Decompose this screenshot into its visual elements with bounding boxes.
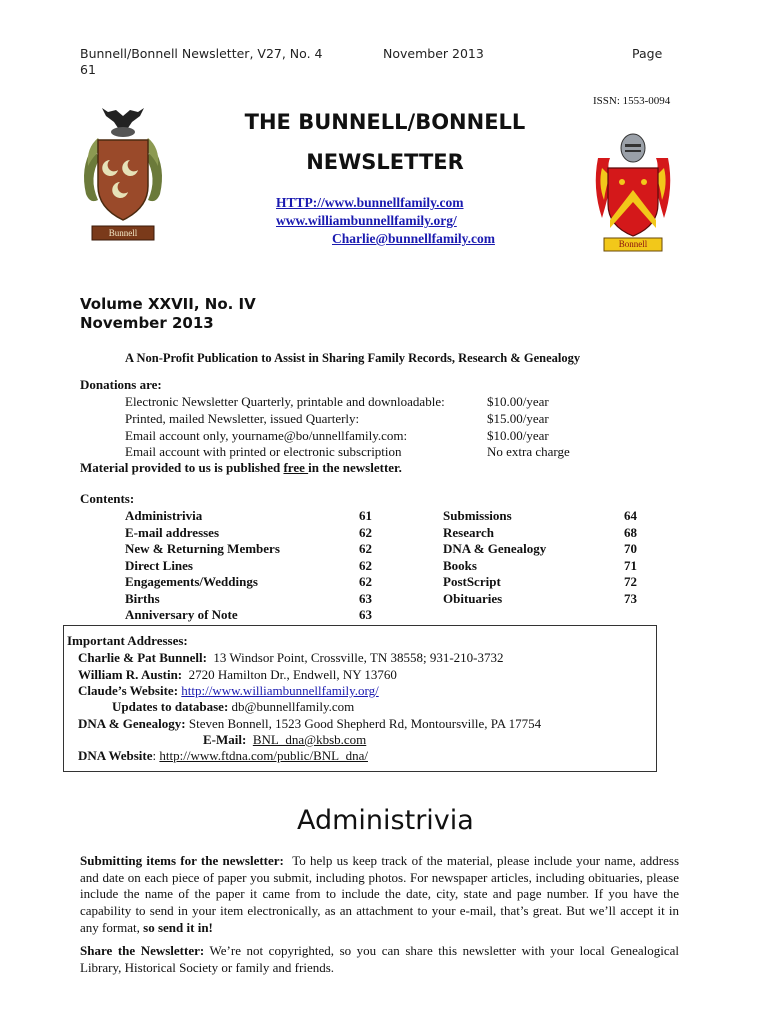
administrivia-heading: Administrivia [297, 805, 474, 836]
contents-entry[interactable]: PostScript [443, 574, 501, 589]
claude-website-link[interactable]: http://www.williambunnellfamily.org/ [181, 683, 379, 698]
bunnell-crest-image [78, 108, 168, 246]
contents-entry[interactable]: Obituaries [443, 590, 503, 606]
donation-label: Printed, mailed Newsletter, issued Quarterly: [125, 411, 360, 426]
contents-entry[interactable]: DNA & Genealogy [443, 541, 547, 556]
donation-price: $10.00/year [487, 428, 549, 443]
contents-entry[interactable]: New & Returning Members [125, 541, 280, 556]
address-dna-genealogy: DNA & Genealogy: Steven Bonnell, 1523 Good Shepherd Rd, Montoursville, PA 17754 [78, 716, 542, 731]
donation-price: $15.00/year [487, 411, 549, 426]
contents-entry[interactable]: E-mail addresses [125, 524, 220, 540]
donation-price: No extra charge [487, 444, 570, 459]
contents-right-pages [624, 508, 637, 607]
contents-page-number: 63 [359, 607, 372, 622]
submitting-items-paragraph: Submitting items for the newsletter: To help us keep track of the material, please include your name, address and date on each piece of paper you submit, including photos. For newspaper articles, including obituaries, please include the name of the paper it came from to include the date, city, state and page number. If you have the capability to send in your item electronically, as an attachment to your e-mail, that’s great. But we’ll accept it in any format, so send it in! [80, 853, 680, 935]
running-header-title: Bunnell/Bonnell Newsletter, V27, No. 4 [80, 46, 323, 61]
address-dna-email: E-Mail: BNL_dna@kbsb.com [203, 732, 367, 747]
contents-page-number: 62 [359, 557, 372, 573]
donation-price: $10.00/year [487, 394, 549, 409]
donation-label: Electronic Newsletter Quarterly, printable and downloadable: [125, 394, 445, 409]
newsletter-title-line2: NEWSLETTER [306, 150, 464, 174]
dna-email-link[interactable]: BNL_dna@kbsb.com [252, 732, 367, 747]
address-william: William R. Austin: 2720 Hamilton Dr., Endwell, NY 13760 [78, 667, 397, 682]
issn: ISSN: 1553-0094 [593, 95, 671, 107]
contents-entry[interactable]: Submissions [443, 508, 512, 523]
newsletter-title-line1: THE BUNNELL/BONNELL [244, 110, 526, 134]
donation-label: Email account with printed or electronic subscription [125, 444, 402, 459]
contents-page-number: 64 [624, 508, 637, 523]
volume-number: Volume XXVII, No. IV [80, 295, 256, 313]
bunnell-crest-label: Bunnell [108, 228, 138, 238]
charlie-email-link[interactable]: Charlie@bunnellfamily.com [332, 231, 495, 246]
contents-left-column [125, 508, 280, 624]
running-header-title-cont: 61 [80, 62, 96, 77]
contents-page-number: 62 [359, 574, 372, 589]
contents-entry[interactable]: Direct Lines [125, 557, 193, 573]
dna-website-link[interactable]: http://www.ftdna.com/public/BNL_dna/ [159, 748, 368, 763]
contents-page-number: 72 [624, 574, 637, 589]
address-updates: Updates to database: db@bunnellfamily.com [112, 699, 355, 714]
contents-page-number: 63 [359, 590, 372, 606]
material-free-note: Material provided to us is published free in the newsletter. [80, 460, 402, 475]
contents-left-pages [359, 508, 372, 624]
contents-page-number: 70 [624, 541, 637, 556]
contents-page-number: 71 [624, 557, 637, 573]
contents-entry[interactable]: Administrivia [125, 508, 203, 523]
bonnell-crest-label: Bonnell [618, 239, 648, 249]
contents-page-number: 62 [359, 541, 372, 556]
donation-label: Email account only, yourname@bo/unnellfamily.com: [125, 428, 408, 443]
contents-entry[interactable]: Books [443, 557, 477, 573]
contents-entry[interactable]: Births [125, 590, 160, 606]
address-charlie: Charlie & Pat Bunnell: 13 Windsor Point, Crossville, TN 38558; 931-210-3732 [78, 650, 504, 665]
volume-date: November 2013 [80, 314, 214, 332]
share-newsletter-paragraph: Share the Newsletter: We’re not copyrighted, so you can share this newsletter with your local Genealogical Library, Historical Society or family and friends. [80, 943, 680, 975]
contents-entry[interactable]: Anniversary of Note [125, 607, 238, 622]
contents-entry[interactable]: Engagements/Weddings [125, 574, 258, 589]
address-dna-website: DNA Website: http://www.ftdna.com/public/BNL_dna/ [78, 748, 368, 763]
contents-page-number: 61 [359, 508, 372, 523]
contents-page-number: 62 [359, 524, 372, 540]
contents-page-number: 68 [624, 524, 637, 540]
running-header-page: Page [632, 46, 663, 61]
contents-entry[interactable]: Research [443, 524, 495, 540]
running-header-date: November 2013 [383, 46, 484, 61]
contents-right-column [443, 508, 546, 607]
bunnellfamily-link[interactable]: HTTP://www.bunnellfamily.com [276, 195, 464, 210]
bonnell-crest-image [592, 128, 674, 254]
address-claude-website: Claude’s Website: http://www.williambunnellfamily.org/ [78, 683, 379, 698]
contents-page-number: 73 [624, 590, 637, 606]
publication-tagline: A Non-Profit Publication to Assist in Sharing Family Records, Research & Genealogy [125, 351, 581, 365]
donations-heading: Donations are: [80, 377, 162, 392]
contents-heading: Contents: [80, 491, 135, 506]
williambunnellfamily-link[interactable]: www.williambunnellfamily.org/ [276, 213, 457, 228]
addresses-heading: Important Addresses: [67, 633, 188, 648]
